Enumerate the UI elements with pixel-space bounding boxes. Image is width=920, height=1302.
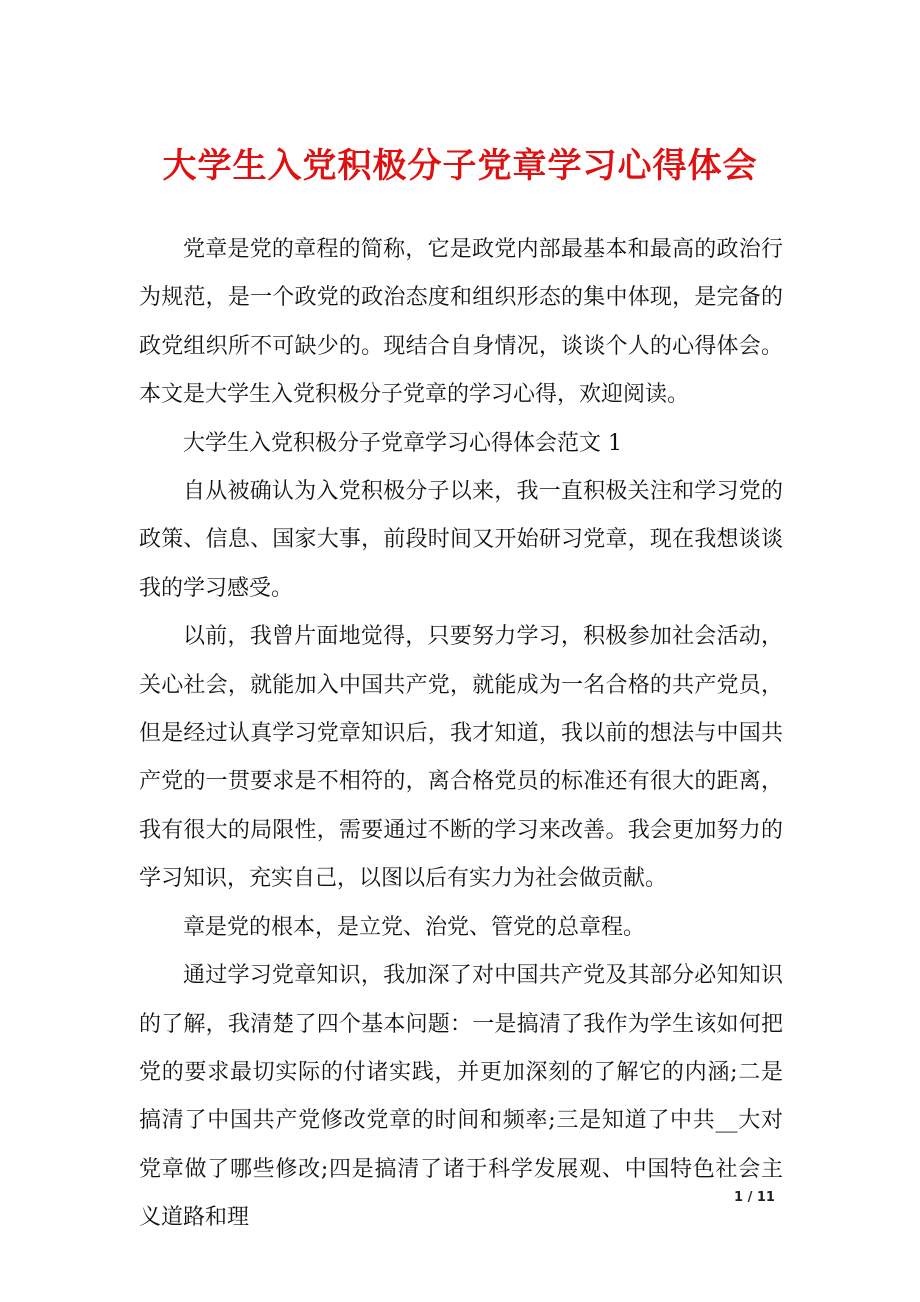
paragraph-section-heading: 大学生入党积极分子党章学习心得体会范文 1 bbox=[183, 430, 622, 456]
paragraph-1: 自从被确认为入党积极分子以来，我一直积极关注和学习党的政策、信息、国家大事，前段时间又开始研习党章，现在我想谈谈我的学习感受。 bbox=[139, 479, 783, 601]
paragraph-intro: 党章是党的章程的简称，它是政党内部最基本和最高的政治行为规范，是一个政党的政治态度和组织形态的集中体现，是完备的政党组织所不可缺少的。现结合自身情况，谈谈个人的心得体会。本文是大学生入党积极分子党章的学习心得，欢迎阅读。 bbox=[139, 237, 783, 408]
document-body bbox=[139, 226, 783, 1243]
paragraph-3: 章是党的根本，是立党、治党、管党的总章程。 bbox=[183, 914, 646, 940]
paragraph-4: 通过学习党章知识，我加深了对中国共产党及其部分必知知识的了解，我清楚了四个基本问题：一是搞清了我作为学生该如何把党的要求最切实际的付诸实践，并更加深刻的了解它的内涵;二是搞清了中国共产党修改党章的时间和频率;三是知道了中共__大对党章做了哪些修改;四是搞清了诸于科学发展观、中国特色社会主义道路和理 bbox=[139, 963, 783, 1231]
document-title: 大学生入党积极分子党章学习心得体会 bbox=[162, 146, 758, 186]
paragraph-2: 以前，我曾片面地觉得，只要努力学习，积极参加社会活动，关心社会，就能加入中国共产党，就能成为一名合格的共产党员，但是经过认真学习党章知识后，我才知道，我以前的想法与中国共产党的一贯要求是不相符的，离合格党员的标准还有很大的距离，我有很大的局限性，需要通过不断的学习来改善。我会更加努力的学习知识，充实自己，以图以后有实力为社会做贡献。 bbox=[139, 624, 783, 892]
page-number: 1 / 11 bbox=[734, 1190, 775, 1205]
